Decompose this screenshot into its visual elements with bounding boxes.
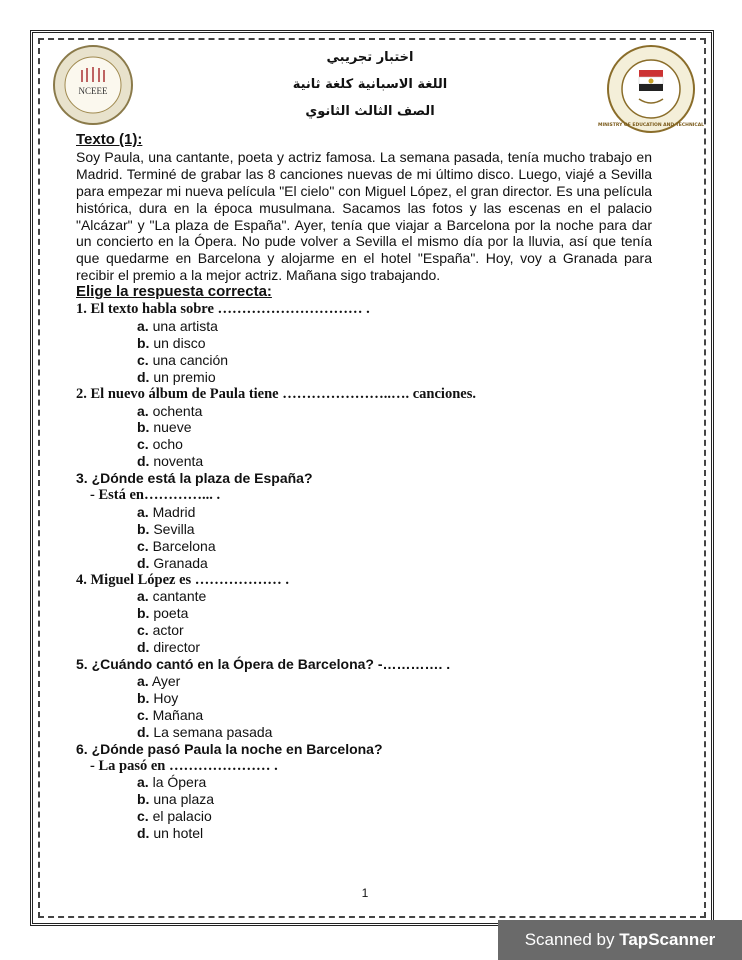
option: d. un premio [137,368,216,385]
option: c. actor [137,622,184,639]
question-5 [76,656,652,741]
ministry-logo [597,44,705,134]
nceee-logo [52,44,134,126]
scanner-prefix: Scanned by [524,930,615,949]
option: d. un hotel [137,825,204,842]
question-4 [76,572,652,657]
instruction: Elige la respuesta correcta: [76,283,272,301]
question-text: 3. ¿Dónde está la plaza de España? [76,470,313,487]
question-2 [76,386,652,471]
question-text: 6. ¿Dónde pasó Paula la noche en Barcelona? [76,740,383,757]
question-subline: - La pasó en ………………… . [90,757,278,774]
question-1 [76,301,652,386]
question-text: 1. El texto habla sobre ………………………… . [76,301,370,318]
question-subline: - Está en…………... . [90,487,221,504]
question-text: 2. El nuevo álbum de Paula tiene …………………..…. canciones. [76,385,476,402]
option: b. Sevilla [137,520,195,537]
option: b. un disco [137,334,206,351]
option: a. cantante [137,588,207,605]
header-line-3: الصف الثالث الثانوي [305,104,435,119]
question-text: 5. ¿Cuándo cantó en la Ópera de Barcelona? -…………. . [76,656,451,673]
option: a. la Ópera [137,774,207,791]
option: c. Mañana [137,706,204,723]
option: a. Madrid [137,503,196,520]
option: b. Hoy [137,689,179,706]
option: c. ocho [137,436,183,453]
option: c. el palacio [137,808,212,825]
option: d. La semana pasada [137,723,273,740]
option: a. ochenta [137,402,203,419]
exam-header [200,44,540,125]
option: d. director [137,639,201,656]
question-6 [76,741,652,842]
svg-text:MINISTRY OF EDUCATION AND TECH: MINISTRY OF EDUCATION AND TECHNICAL [597,123,705,128]
question-text: 4. Miguel López es ……………… . [76,571,290,588]
option: a. una artista [137,317,218,334]
option: b. poeta [137,605,189,622]
reading-paragraph: Soy Paula, una cantante, poeta y actriz famosa. La semana pasada, tenía mucho trabajo en Madrid. Terminé de grabar las 8 canciones nuevas de mi último disco. Luego, viajé a Sevilla para empezar mi nueva película "El cielo" con Miguel López, el gran director. Es una película histórica, dura en la época musulmana. Sacamos las fotos y las escenas en el palacio "Alcázar" y "La plaza de España". Ayer, tenía que viajar a Barcelona por la noche para dar un concierto en la Ópera. No pude volver a Sevilla el mismo día por la lluvia, así que tenía que quedarme en Barcelona y alojarme en el hotel "España". Hoy, voy a Granada para recibir el premio a la mejor actriz. Mañana sigo trabajando. [76,148,652,284]
option: c. una canción [137,351,229,368]
option: c. Barcelona [137,537,216,554]
option: a. Ayer [137,673,181,689]
option: b. nueve [137,419,192,436]
svg-text:NCEEE: NCEEE [78,86,108,96]
option: d. noventa [137,453,204,470]
text-title: Texto (1): [76,131,143,148]
option: d. Granada [137,554,208,571]
question-3 [76,470,652,571]
option: b. una plaza [137,791,215,808]
exam-content [76,132,652,842]
page-number: 1 [361,886,369,900]
scanner-brand: TapScanner [619,930,716,949]
header-line-2: اللغة الاسبانية كلغة ثانية [292,77,448,92]
header-line-1: اختبار تجريبي [326,50,414,65]
scanner-watermark [498,920,742,960]
